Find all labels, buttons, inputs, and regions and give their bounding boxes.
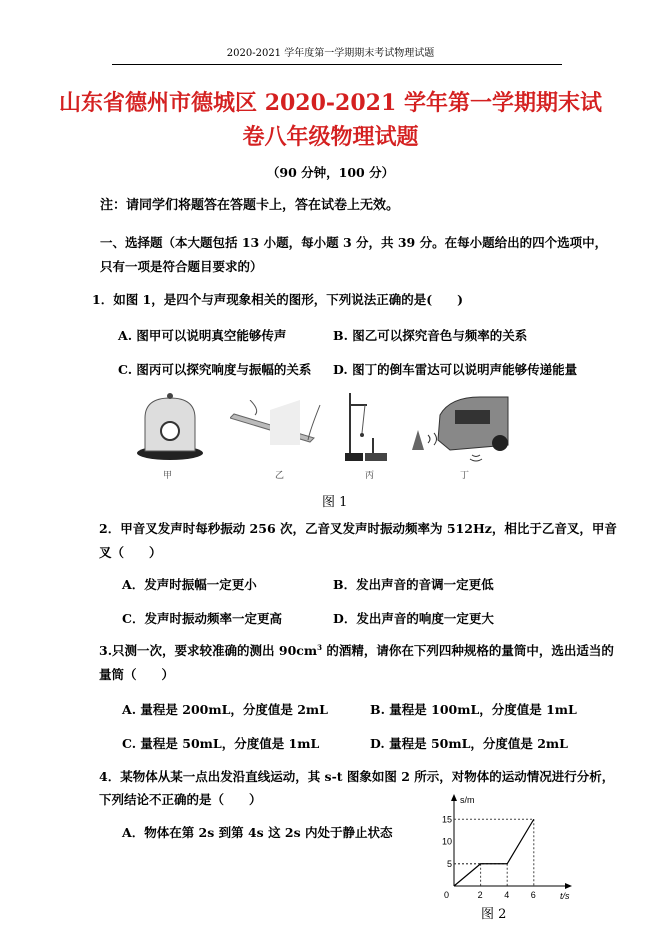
q2-stem-1: 2．甲音叉发声时每秒振动 256 次，乙音叉发声时振动频率为 512Hz，相比于乙音叉，甲音 bbox=[99, 521, 617, 536]
fig1-label-ding: 丁 bbox=[460, 471, 470, 481]
q3-option-d: D. 量程是 50mL，分度值是 2mL bbox=[370, 736, 568, 751]
x-tick-label: 4 bbox=[504, 890, 510, 900]
x-axis-arrow bbox=[565, 883, 572, 889]
fig1-label-yi: 乙 bbox=[275, 471, 285, 481]
q2-option-a: A．发声时振幅一定更小 bbox=[122, 577, 257, 592]
q3-stem-part-a: 3.只测一次，要求较准确的测出 90cm bbox=[99, 643, 318, 658]
y-tick-label: 10 bbox=[442, 836, 453, 847]
fig1-label-bing: 丙 bbox=[365, 471, 375, 481]
section-heading-1: 一、选择题（本大题包括 13 小题，每小题 3 分，共 39 分。在每小题给出的四个选项中， bbox=[100, 235, 608, 250]
q3-option-a: A. 量程是 200mL，分度值是 2mL bbox=[122, 702, 328, 717]
fig2-caption: 图 2 bbox=[481, 907, 507, 922]
header-rule bbox=[112, 64, 562, 65]
q4-option-a: A．物体在第 2s 到第 4s 这 2s 内处于静止状态 bbox=[122, 825, 393, 840]
ruler-on-table-image bbox=[230, 400, 330, 450]
q1-option-c: C. 图丙可以探究响度与振幅的关系 bbox=[118, 362, 312, 377]
q2-option-b: B．发出声音的音调一定更低 bbox=[333, 577, 494, 592]
fig1-caption: 图 1 bbox=[322, 495, 348, 510]
q2-option-c: C．发声时振动频率一定更高 bbox=[122, 611, 282, 626]
y-axis-label: s/m bbox=[460, 795, 475, 805]
q3-option-c: C. 量程是 50mL，分度值是 1mL bbox=[122, 736, 320, 751]
q1-option-a: A. 图甲可以说明真空能够传声 bbox=[118, 328, 287, 343]
q3-stem-part-b: 的酒精，请你在下列四种规格的量筒中，选出适当的 bbox=[322, 643, 614, 658]
title-line-2: 卷八年级物理试题 bbox=[242, 124, 419, 150]
q3-stem-1 bbox=[99, 641, 614, 659]
y-axis-arrow bbox=[451, 794, 457, 801]
x-tick-label: 6 bbox=[530, 890, 536, 900]
q3-option-b: B. 量程是 100mL，分度值是 1mL bbox=[370, 702, 577, 717]
x-tick-label: 0 bbox=[444, 890, 450, 900]
page-header: 2020-2021 学年度第一学期期末考试物理试题 bbox=[226, 48, 435, 59]
y-tick-label: 15 bbox=[442, 814, 453, 825]
q2-stem-2: 叉（ ） bbox=[99, 545, 162, 560]
bell-jar-image bbox=[135, 393, 205, 463]
y-tick-label: 5 bbox=[447, 858, 453, 869]
q4-stem-2: 下列结论不正确的是（ ） bbox=[99, 792, 262, 807]
q1-option-b: B. 图乙可以探究音色与频率的关系 bbox=[333, 328, 528, 343]
reversing-car-radar-image bbox=[410, 395, 515, 463]
st-line-series bbox=[454, 819, 534, 886]
exam-duration: （90 分钟，100 分） bbox=[266, 165, 395, 180]
x-tick-label: 2 bbox=[477, 890, 483, 900]
q3-stem-2: 量筒（ ） bbox=[99, 667, 175, 682]
q2-option-d: D．发出声音的响度一定更大 bbox=[333, 611, 494, 626]
q1-option-d: D. 图丁的倒车雷达可以说明声能够传递能量 bbox=[333, 362, 578, 377]
q3-superscript: 3 bbox=[317, 642, 323, 652]
fig1-label-jia: 甲 bbox=[163, 471, 173, 481]
tuning-fork-pendulum-image bbox=[345, 393, 390, 463]
title-line-1: 山东省德州市德城区 2020-2021 学年第一学期期末试 bbox=[59, 90, 602, 116]
section-heading-2: 只有一项是符合题目要求的） bbox=[100, 259, 263, 274]
x-axis-label: t/s bbox=[560, 891, 570, 901]
exam-note: 注：请同学们将题答在答题卡上，答在试卷上无效。 bbox=[100, 198, 400, 213]
q1-stem: 1．如图 1，是四个与声现象相关的图形，下列说法正确的是( ) bbox=[92, 292, 464, 307]
st-graph bbox=[440, 790, 575, 905]
q4-stem-1: 4．某物体从某一点出发沿直线运动，其 s-t 图象如图 2 所示，对物体的运动情况进行分析， bbox=[99, 769, 615, 784]
